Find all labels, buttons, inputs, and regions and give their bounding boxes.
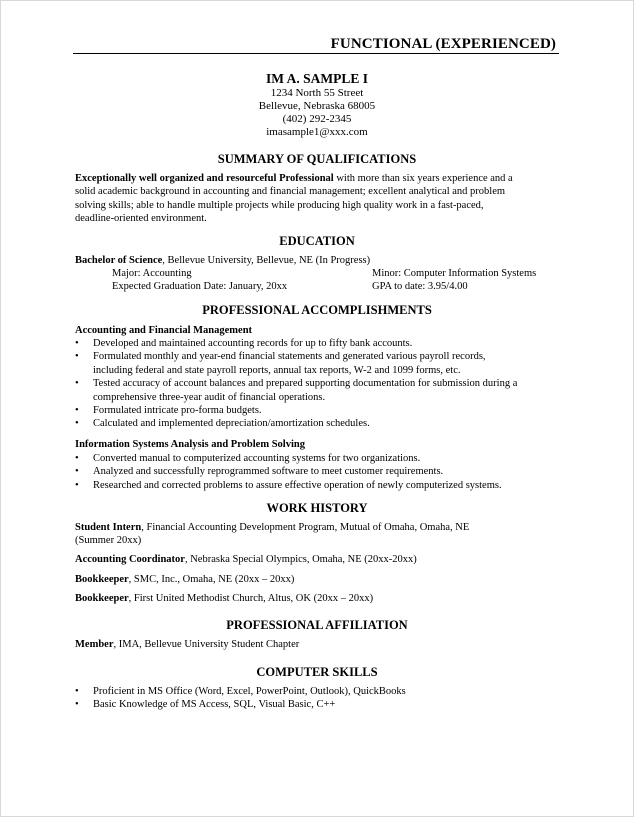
- skills-bullet-list: [75, 685, 557, 712]
- list-item: • Converted manual to computerized accounting systems for two organizations.: [75, 452, 557, 465]
- summary-line: deadline-oriented environment.: [75, 212, 207, 224]
- education-heading: EDUCATION: [279, 234, 355, 248]
- affiliation-heading: PROFESSIONAL AFFILIATION: [226, 618, 408, 632]
- job-detail: , First United Methodist Church, Altus, OK (20xx – 20xx): [128, 593, 374, 604]
- job-detail: , SMC, Inc., Omaha, NE (20xx – 20xx): [128, 574, 295, 585]
- gpa: GPA to date: 3.95/4.00: [372, 281, 468, 292]
- major: Major: Accounting: [112, 268, 192, 279]
- list-item: • Researched and corrected problems to assure effective operation of newly computerized systems.: [75, 479, 557, 492]
- skills-heading: COMPUTER SKILLS: [256, 665, 378, 679]
- affiliation-detail: , IMA, Bellevue University Student Chapter: [113, 639, 300, 650]
- summary-heading: SUMMARY OF QUALIFICATIONS: [217, 152, 417, 166]
- job-dates: (Summer 20xx): [75, 535, 142, 547]
- graduation-date: Expected Graduation Date: January, 20xx: [112, 281, 288, 292]
- job-title: Bookkeeper: [75, 593, 129, 604]
- job-title: Bookkeeper: [75, 574, 129, 585]
- accomplishments-heading: PROFESSIONAL ACCOMPLISHMENTS: [202, 303, 432, 317]
- email-address: imasample1@xxx.com: [266, 126, 368, 138]
- job-entry: [75, 521, 555, 548]
- list-item: • Formulated monthly and year-end financial statements and generated various payroll records, including federal and state payroll reports, annual tax reports, W-2 and 1099 forms, etc.: [75, 350, 557, 377]
- degree-name: Bachelor of Science: [75, 255, 163, 266]
- summary-text: [75, 172, 555, 225]
- header-rule: [73, 53, 559, 54]
- job-entry: [75, 573, 555, 586]
- list-item: • Analyzed and successfully reprogrammed software to meet customer requirements.: [75, 465, 557, 478]
- accomplishment-group-title: Information Systems Analysis and Problem Solving: [75, 439, 305, 450]
- job-entry: [75, 592, 555, 605]
- applicant-name: IM A. SAMPLE I: [265, 71, 368, 86]
- list-item: • Basic Knowledge of MS Access, SQL, Visual Basic, C++: [75, 698, 557, 711]
- summary-line: solid academic background in accounting and financial management; excellent analytical and problem: [75, 186, 506, 198]
- affiliation-role: Member: [75, 639, 114, 650]
- job-title: Student Intern: [75, 522, 142, 533]
- summary-lead: Exceptionally well organized and resourceful Professional: [75, 173, 334, 184]
- job-title: Accounting Coordinator: [75, 554, 185, 565]
- summary-line: solving skills; able to handle multiple projects while producing high quality work in a fast-paced,: [75, 199, 484, 211]
- systems-bullet-list: [75, 452, 557, 492]
- affiliation-entry: [75, 638, 555, 651]
- job-detail: , Nebraska Special Olympics, Omaha, NE (20xx-20xx): [184, 554, 417, 565]
- accomplishment-group-title: Accounting and Financial Management: [75, 325, 253, 336]
- school-detail: , Bellevue University, Bellevue, NE (In Progress): [162, 255, 371, 266]
- work-history-heading: WORK HISTORY: [266, 501, 368, 515]
- accounting-bullet-list: [75, 337, 557, 431]
- job-entry: [75, 553, 555, 566]
- degree-line: [75, 254, 555, 267]
- list-item: • Developed and maintained accounting records for up to fifty bank accounts.: [75, 337, 557, 350]
- document-title: FUNCTIONAL (EXPERIENCED): [330, 36, 556, 52]
- summary-line: Exceptionally well organized and resourceful Professional with more than six years experience and a: [75, 173, 513, 184]
- list-item: • Formulated intricate pro-forma budgets.: [75, 404, 557, 417]
- city-state-zip: Bellevue, Nebraska 68005: [258, 100, 376, 112]
- minor: Minor: Computer Information Systems: [372, 268, 537, 279]
- job-detail: , Financial Accounting Development Program, Mutual of Omaha, Omaha, NE: [141, 522, 470, 533]
- list-item: • Calculated and implemented depreciation/amortization schedules.: [75, 417, 557, 430]
- list-item: • Tested accuracy of account balances and prepared supporting documentation for submission during a comprehensive three-year audit of financial operations.: [75, 377, 557, 404]
- list-item: • Proficient in MS Office (Word, Excel, PowerPoint, Outlook), QuickBooks: [75, 685, 557, 698]
- phone-number: (402) 292-2345: [282, 113, 352, 125]
- street-address: 1234 North 55 Street: [270, 87, 364, 99]
